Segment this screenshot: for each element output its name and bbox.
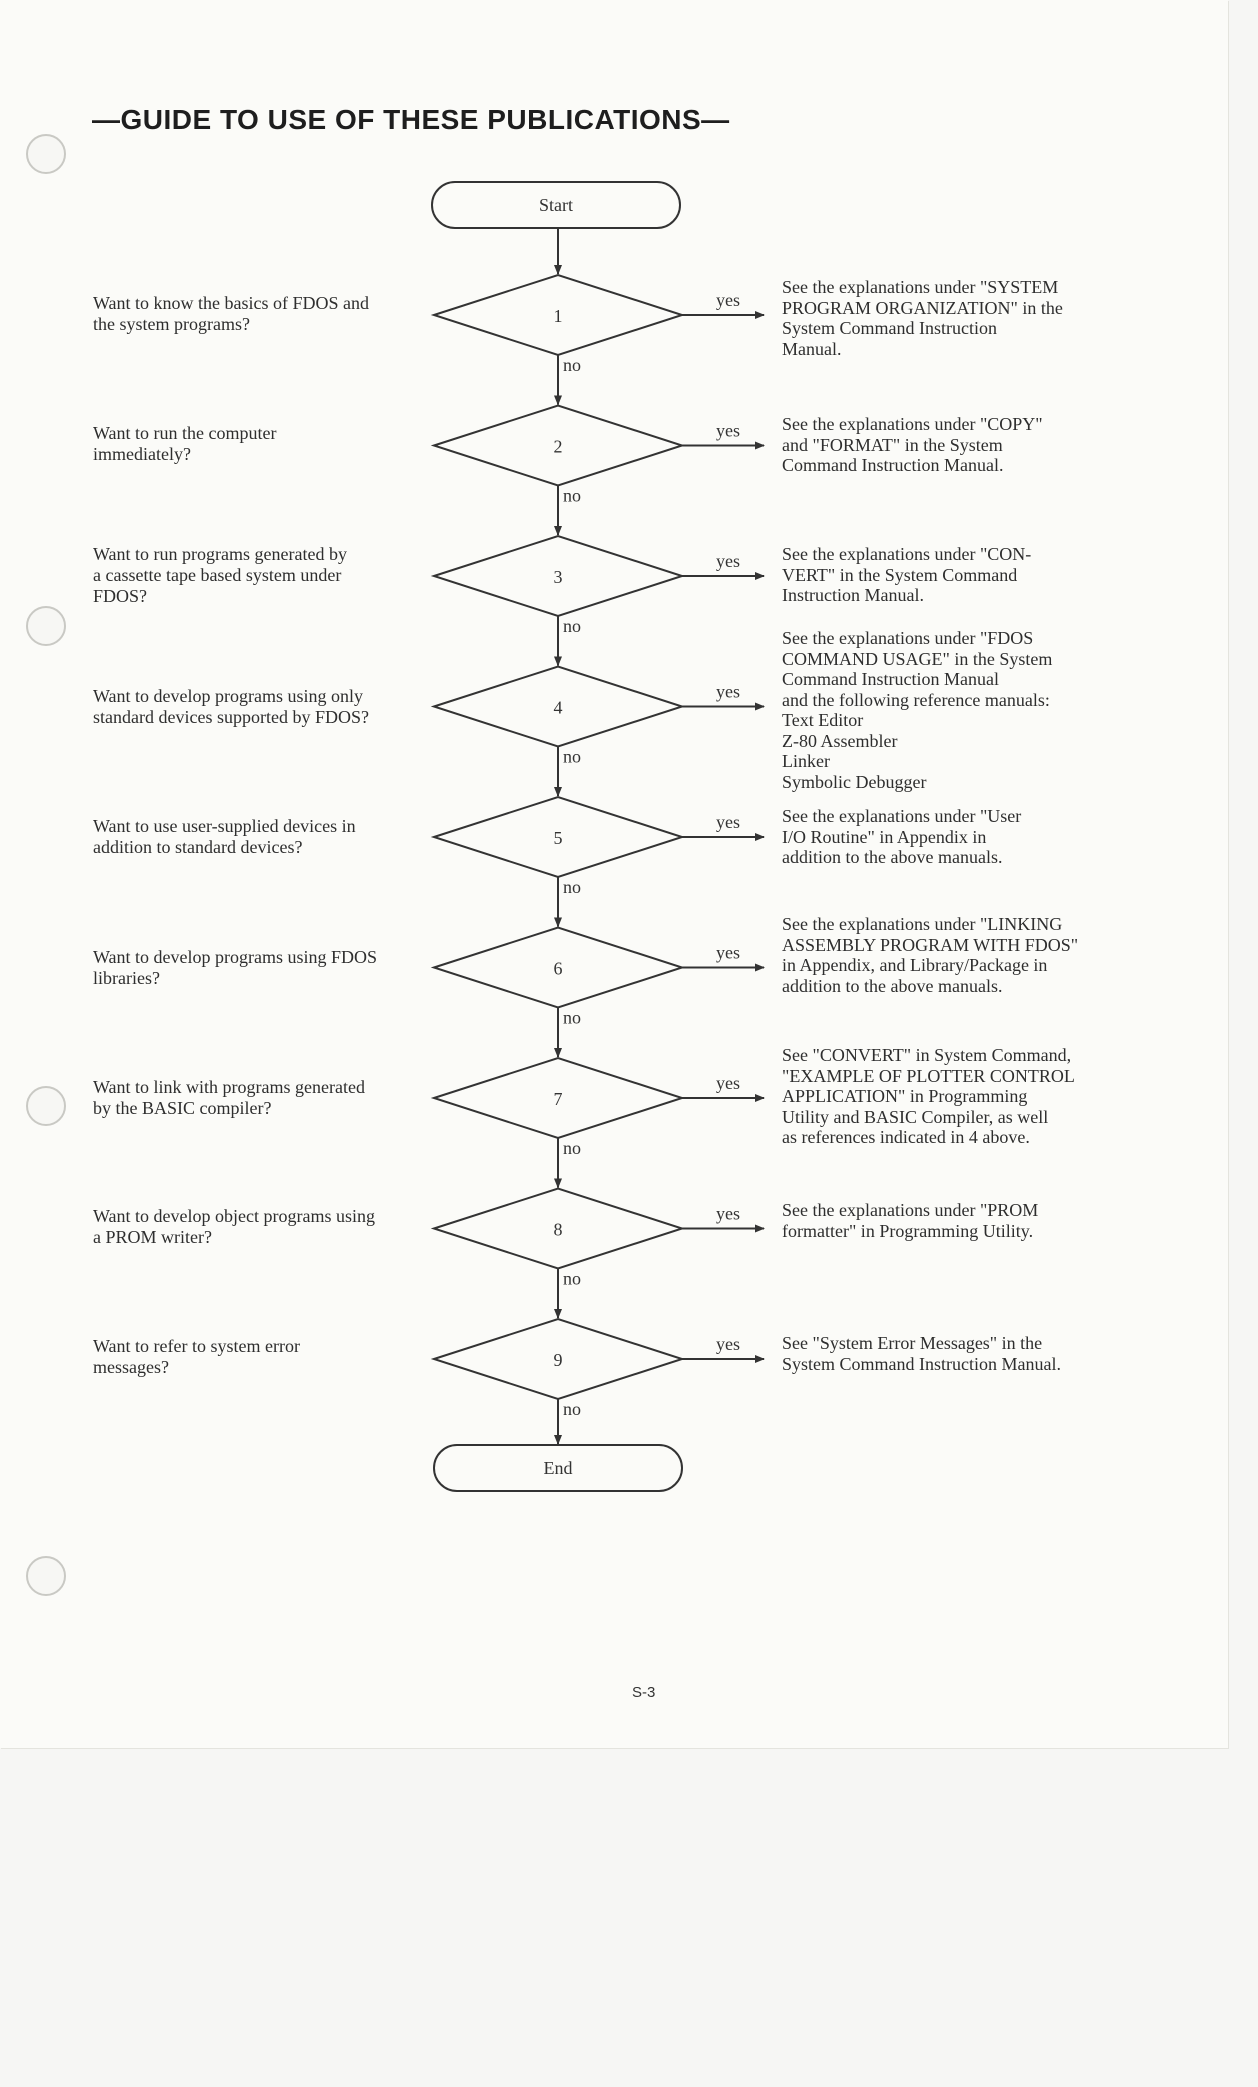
question-line: libraries?: [93, 968, 160, 988]
decision-number: 8: [553, 1219, 563, 1240]
answer-line: Z-80 Assembler: [782, 730, 898, 751]
question-4: [93, 686, 423, 728]
answer-line: and the following reference manuals:: [782, 689, 1050, 710]
yes-label: yes: [716, 551, 740, 571]
question-line: standard devices supported by FDOS?: [93, 707, 369, 727]
answer-line: formatter" in Programming Utility.: [782, 1220, 1034, 1241]
question-6: [93, 947, 423, 989]
question-line: FDOS?: [93, 586, 148, 606]
answer-line: addition to the above manuals.: [782, 975, 1003, 996]
yes-label: yes: [716, 290, 740, 310]
answer-line: and "FORMAT" in the System: [782, 434, 1003, 455]
answer-line: Linker: [782, 751, 830, 771]
decision-number: 7: [553, 1089, 563, 1109]
answer-line: COMMAND USAGE" in the System: [782, 648, 1053, 669]
question-line: a PROM writer?: [93, 1227, 212, 1247]
question-5: [93, 816, 423, 858]
no-label: no: [563, 1138, 581, 1158]
no-label: no: [563, 1399, 581, 1419]
question-1: [93, 293, 423, 335]
answer-line: See the explanations under "User: [782, 806, 1022, 826]
answer-line: Instruction Manual.: [782, 585, 924, 605]
answer-line: addition to the above manuals.: [782, 847, 1003, 867]
question-line: Want to develop programs using only: [93, 686, 364, 706]
answer-line: Symbolic Debugger: [782, 771, 927, 792]
no-label: no: [563, 877, 581, 897]
answer-line: "EXAMPLE OF PLOTTER CONTROL: [782, 1065, 1075, 1086]
answer-3: [782, 544, 1122, 606]
question-line: messages?: [93, 1357, 169, 1377]
no-label: no: [563, 485, 581, 506]
answer-line: System Command Instruction Manual.: [782, 1353, 1061, 1374]
yes-label: yes: [716, 1073, 740, 1093]
decision-number: 2: [553, 436, 563, 457]
answer-line: in Appendix, and Library/Package in: [782, 955, 1048, 975]
yes-label: yes: [716, 1203, 740, 1224]
page-number: S-3: [632, 1684, 656, 1701]
answer-line: See "CONVERT" in System Command,: [782, 1045, 1072, 1065]
question-line: Want to link with programs generated: [93, 1077, 365, 1097]
answer-line: See the explanations under "LINKING: [782, 914, 1063, 934]
decision-number: 3: [553, 567, 563, 587]
question-line: the system programs?: [93, 314, 250, 334]
question-line: Want to refer to system error: [93, 1336, 300, 1356]
question-line: by the BASIC compiler?: [93, 1098, 272, 1118]
answer-line: See the explanations under "CON-: [782, 544, 1032, 564]
start-label: Start: [539, 195, 573, 215]
decision-number: 9: [553, 1350, 563, 1370]
decision-number: 1: [553, 306, 563, 326]
answer-line: See the explanations under "COPY": [782, 414, 1043, 434]
yes-label: yes: [716, 681, 740, 702]
no-label: no: [563, 616, 581, 636]
answer-5: [782, 806, 1122, 868]
question-line: Want to use user-supplied devices in: [93, 816, 356, 836]
answer-6: [782, 914, 1122, 996]
answer-line: as references indicated in 4 above.: [782, 1127, 1030, 1147]
answer-line: Utility and BASIC Compiler, as well: [782, 1106, 1049, 1127]
answer-line: System Command Instruction: [782, 318, 997, 338]
question-line: Want to know the basics of FDOS and: [93, 293, 370, 313]
yes-label: yes: [716, 420, 740, 441]
answer-7: [782, 1045, 1122, 1148]
no-label: no: [563, 1007, 581, 1028]
no-label: no: [563, 355, 581, 375]
question-line: addition to standard devices?: [93, 837, 303, 857]
answer-1: [782, 277, 1122, 359]
question-2: [93, 423, 423, 465]
answer-line: APPLICATION" in Programming: [782, 1086, 1028, 1106]
answer-9: [782, 1333, 1122, 1374]
question-line: a cassette tape based system under: [93, 565, 342, 585]
no-label: no: [563, 746, 581, 767]
question-9: [93, 1336, 423, 1378]
answer-line: ASSEMBLY PROGRAM WITH FDOS": [782, 934, 1079, 955]
question-line: Want to develop object programs using: [93, 1206, 375, 1226]
decision-number: 5: [553, 828, 563, 848]
answer-line: See the explanations under "FDOS: [782, 628, 1034, 648]
page-title: —GUIDE TO USE OF THESE PUBLICATIONS—: [92, 104, 730, 135]
question-line: Want to run programs generated by: [93, 544, 347, 564]
answer-line: Command Instruction Manual: [782, 669, 999, 689]
answer-line: See the explanations under "SYSTEM: [782, 277, 1059, 297]
question-7: [93, 1077, 423, 1119]
end-label: End: [543, 1458, 573, 1478]
answer-line: PROGRAM ORGANIZATION" in the: [782, 297, 1063, 318]
start-terminator: [432, 182, 680, 228]
question-line: immediately?: [93, 444, 191, 464]
decision-number: 4: [553, 697, 563, 718]
answer-line: See the explanations under "PROM: [782, 1200, 1039, 1220]
answer-line: Text Editor: [782, 710, 864, 730]
answer-line: VERT" in the System Command: [782, 564, 1018, 585]
question-3: [93, 544, 423, 607]
decision-number: 6: [553, 958, 563, 979]
answer-line: Manual.: [782, 338, 842, 359]
answer-line: Command Instruction Manual.: [782, 455, 1004, 475]
answer-2: [782, 414, 1122, 476]
yes-label: yes: [716, 1334, 740, 1354]
yes-label: yes: [716, 812, 740, 832]
answer-4: [782, 628, 1122, 792]
no-label: no: [563, 1268, 581, 1289]
answer-8: [782, 1200, 1122, 1241]
end-terminator: [434, 1445, 682, 1491]
answer-line: See "System Error Messages" in the: [782, 1333, 1043, 1353]
question-line: Want to run the computer: [93, 423, 277, 443]
question-line: Want to develop programs using FDOS: [93, 947, 378, 967]
yes-label: yes: [716, 942, 740, 963]
answer-line: I/O Routine" in Appendix in: [782, 826, 987, 847]
question-8: [93, 1206, 423, 1248]
